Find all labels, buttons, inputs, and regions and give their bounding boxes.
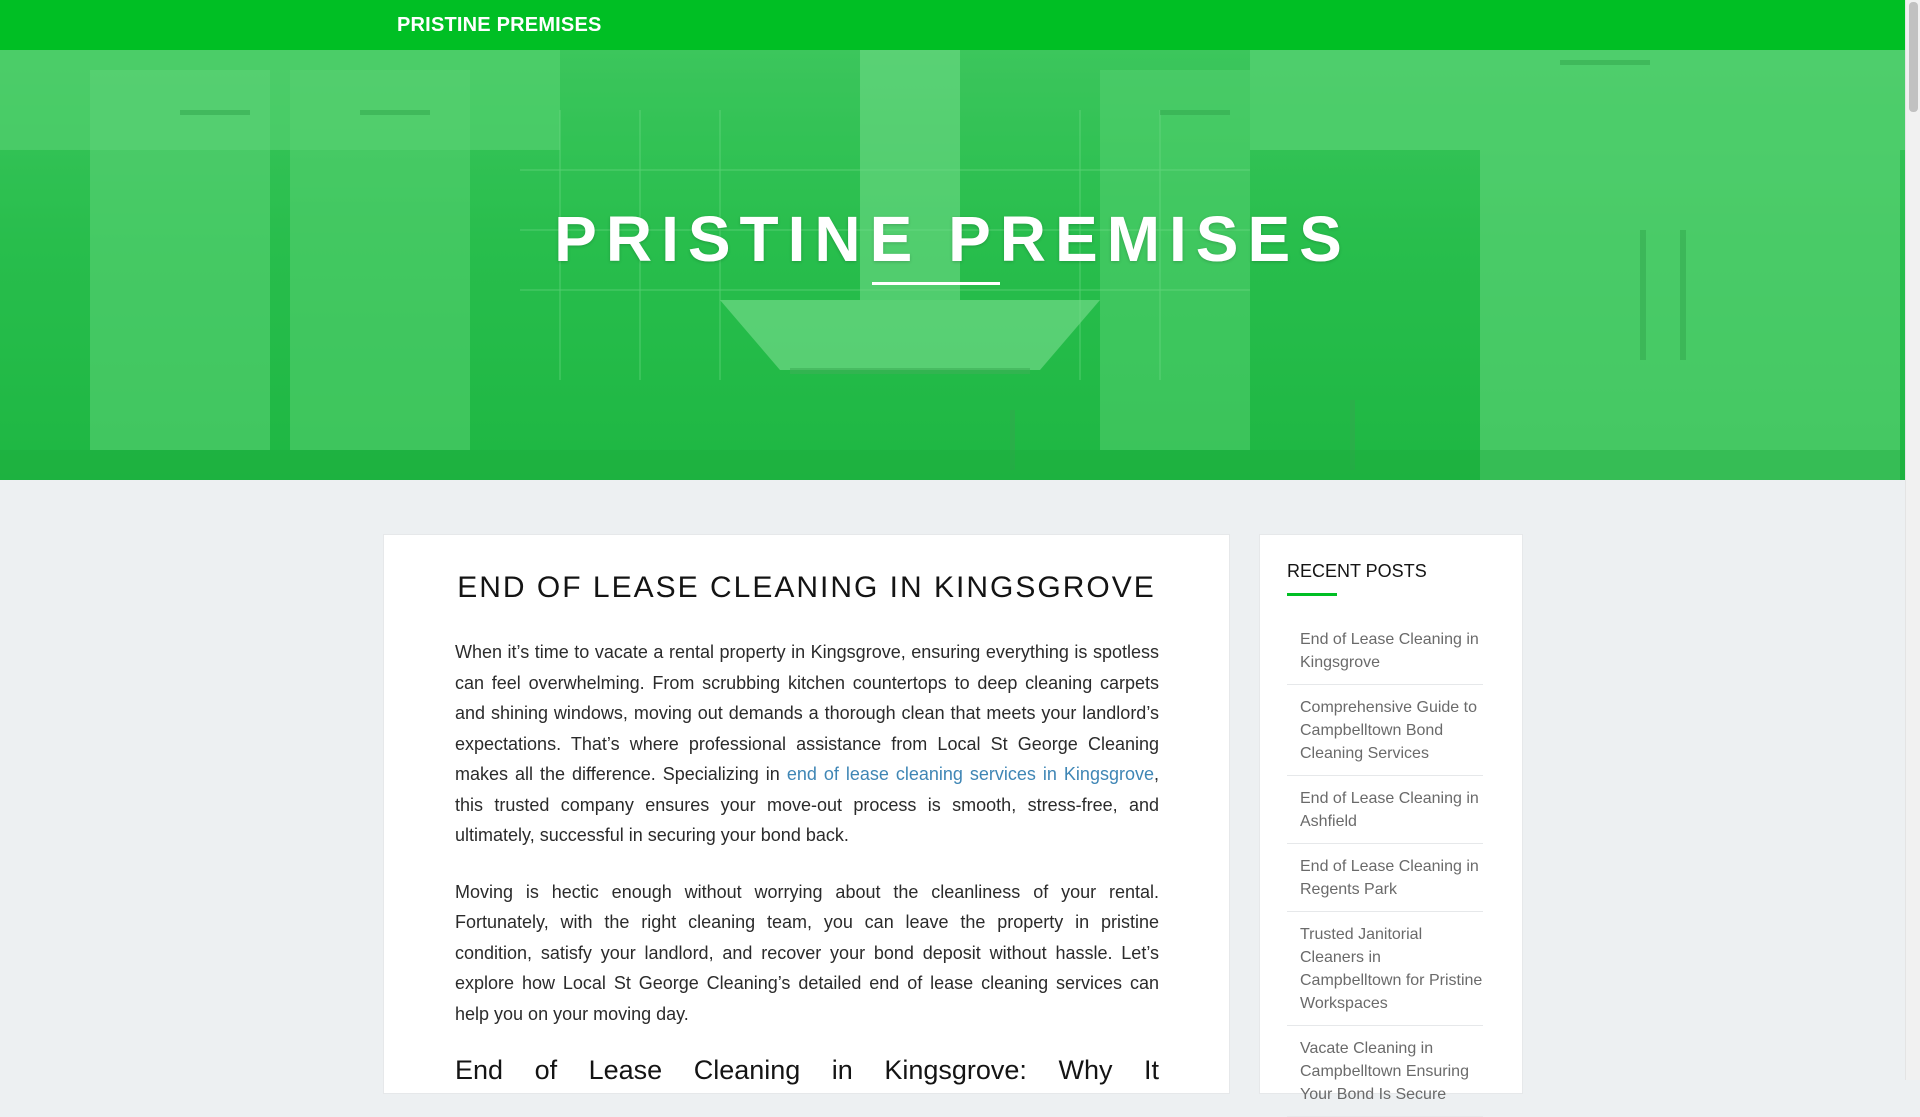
recent-post-link[interactable]: End of Lease Cleaning in Ashfield bbox=[1300, 790, 1479, 830]
article-body bbox=[455, 637, 1159, 1055]
hero-title-underline bbox=[872, 282, 1000, 285]
recent-posts-title-underline bbox=[1287, 593, 1337, 596]
article-paragraph bbox=[455, 637, 1159, 851]
recent-post-item bbox=[1287, 776, 1483, 844]
kingsgrove-services-link[interactable]: end of lease cleaning services in Kingsgrove bbox=[786, 764, 1154, 784]
site-brand-link[interactable]: PRISTINE PREMISES bbox=[397, 14, 602, 36]
recent-post-item bbox=[1287, 844, 1483, 912]
scrollbar-thumb[interactable] bbox=[1909, 2, 1918, 112]
paragraph-text: When it’s time to vacate a rental property in Kingsgrove, ensuring everything is spotless can feel overwhelming. From scrubbing kitchen countertops to deep cleaning carpets and shining windows, moving out demands a thorough clean that meets your landlord’s expectations. That’s where professional assistance from Local St George Cleaning makes all the difference. Specializing in bbox=[455, 642, 1159, 784]
recent-post-item bbox=[1287, 1026, 1483, 1117]
hero-site-title[interactable]: PRISTINE PREMISES bbox=[554, 203, 1351, 275]
top-navbar bbox=[0, 0, 1905, 50]
article-subheading: End of Lease Cleaning in Kingsgrove: Why It bbox=[455, 1055, 1159, 1085]
article-title: END OF LEASE CLEANING IN KINGSGROVE bbox=[457, 571, 1156, 604]
article-paragraph: Moving is hectic enough without worrying about the cleanliness of your rental. Fortunately, with the right cleaning team, you can leave the property in pristine condition, satisfy your landlord, and recover your bond deposit without hassle. Let’s explore how Local St George Cleaning’s detailed end of lease cleaning services can help you on your moving day. bbox=[455, 881, 1159, 1024]
recent-post-item bbox=[1287, 617, 1483, 685]
recent-post-link[interactable]: Trusted Janitorial Cleaners in Campbelltown for Pristine Workspaces bbox=[1300, 926, 1483, 1012]
hero-header bbox=[0, 50, 1905, 480]
recent-posts-list bbox=[1287, 617, 1483, 1117]
recent-posts-title: RECENT POSTS bbox=[1287, 561, 1427, 581]
recent-post-link[interactable]: Comprehensive Guide to Campbelltown Bond Cleaning Services bbox=[1300, 699, 1477, 762]
recent-post-link[interactable]: End of Lease Cleaning in Kingsgrove bbox=[1300, 631, 1479, 671]
sidebar-recent-posts bbox=[1259, 534, 1523, 1103]
recent-post-item bbox=[1287, 912, 1483, 1026]
page-scrollbar[interactable] bbox=[1905, 0, 1920, 1080]
paragraph-text: , this trusted company ensures your move-out process is smooth, stress-free, and ultimately, successful in securing your bond back. bbox=[455, 764, 1159, 845]
article-card bbox=[383, 534, 1230, 1094]
recent-post-link[interactable]: End of Lease Cleaning in Regents Park bbox=[1300, 858, 1479, 898]
recent-post-item bbox=[1287, 685, 1483, 776]
recent-post-link[interactable]: Vacate Cleaning in Campbelltown Ensuring Your Bond Is Secure bbox=[1300, 1040, 1469, 1103]
